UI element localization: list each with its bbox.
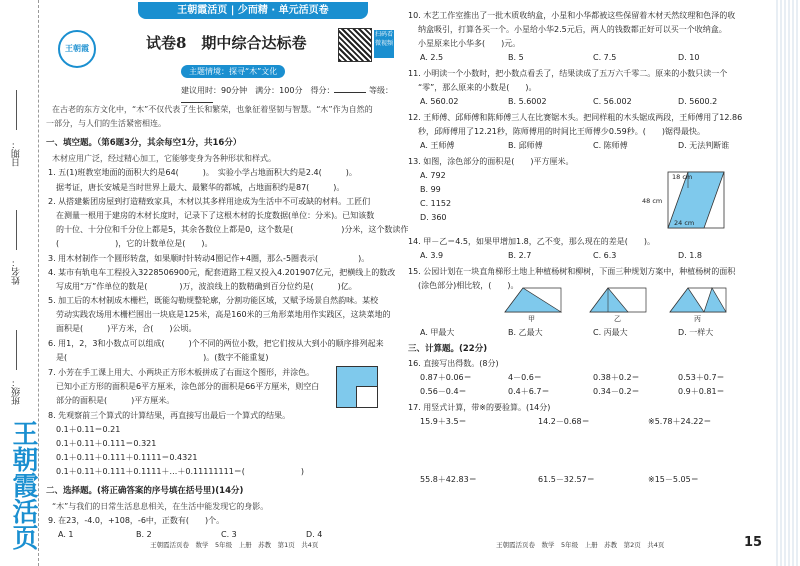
q17-r1-c1: 15.9＋3.5＝: [420, 417, 467, 426]
q15-option-d: D. 一样大: [678, 328, 714, 337]
q1-line-1: 1. 五(1)班教室地面的面积大约是64( )。 实验小学占地面积大约是2.4( )。: [48, 168, 357, 177]
q9: 9. 在23，-4.0，+108，-6中，正数有( )个。: [48, 516, 225, 525]
q13-label-left: 48 cm: [642, 197, 663, 205]
q8-line-2: 0.1＋0.11＋0.111＝0.321: [56, 439, 157, 448]
q16: 16. 直接写出得数。(8分): [408, 359, 499, 368]
q15-option-a: A. 甲最大: [420, 328, 455, 337]
q16-r2-c3: 0.34－0.2＝: [593, 387, 640, 396]
q17-r2-c1: 55.8＋42.83＝: [420, 475, 477, 484]
q13-label-top: 18 cm: [672, 173, 693, 181]
q15-line-2: (涂色部分)相比较，( )。: [418, 281, 519, 290]
q15-figure-jia: [503, 286, 563, 314]
q15-label-bing: 丙: [694, 315, 701, 323]
q13: 13. 如图，涂色部分的面积是( )平方厘米。: [408, 157, 574, 166]
q1-line-2: 据考证，唐长安城是当时世界上最大、最繁华的都城，占地面积约是87( )。: [56, 183, 345, 192]
q10-option-a: A. 2.5: [420, 53, 444, 62]
section-1-title: 一、填空题。（第6题3分，其余每空1分，共16分）: [46, 138, 242, 148]
q12-option-c: C. 陈师傅: [593, 141, 628, 150]
q2-line-1: 2. 从搭建紫团房屋到打造精致家具，木材以其多样用途成为生活中不可或缺的材料。工匠们: [48, 197, 371, 206]
section-2-title: 二、选择题。(将正确答案的序号填在括号里)(14分): [46, 486, 244, 496]
q15-figure-yi: [588, 286, 648, 314]
q9-option-a: A. 1: [58, 530, 74, 539]
q5-line-2: 劳动实践农场用木栅栏围出一块底是125米，高是160米的三角形菜地用作实践区，这块菜地的: [56, 310, 391, 319]
intro-line-1: 在古老的东方文化中，“木”不仅代表了生长和繁荣，也象征着坚韧与智慧。“木”作为自然的: [52, 105, 373, 114]
header-banner: 王朝霞活页 | 少而精 · 单元活页卷: [138, 2, 368, 19]
q14: 14. 甲－乙＝4.5，如果甲增加1.8，乙不变，那么现在的差是( )。: [408, 237, 655, 246]
q6-line-1: 6. 用1，2，3和小数点可以组成( )个不同的两位小数，把它们按从大到小的顺序排列起来: [48, 339, 384, 348]
exam-meta: [181, 85, 400, 105]
q10-option-d: D. 10: [678, 53, 700, 62]
q10-option-c: C. 7.5: [593, 53, 617, 62]
q10-line-2: 纳盒吸引，打算各买一个。小星给小华2.5元后，两人的钱数都正好可以买一个收纳盒。: [418, 25, 727, 34]
name-label: 姓名：: [12, 258, 22, 285]
q15-figure-bing: [668, 286, 728, 314]
date-line: [16, 90, 17, 130]
right-footer: 王朝霞活页卷 数学 5年级 上册 苏教 第2页 共4页: [496, 541, 665, 549]
q16-r1-c4: 0.53＋0.7＝: [678, 373, 725, 382]
q17-r1-c3: ※5.78＋24.22＝: [648, 417, 712, 426]
theme-badge: 主题情境：探寻“木”文化: [181, 65, 285, 78]
right-page: [408, 0, 766, 566]
q10-option-b: B. 5: [508, 53, 524, 62]
q17-r1-c2: 14.2－0.68＝: [538, 417, 590, 426]
left-page: [46, 0, 409, 566]
left-footer: 王朝霞活页卷 数学 5年级 上册 苏教 第1页 共4页: [150, 541, 319, 549]
q13-option-a: A. 792: [420, 171, 446, 180]
q16-r1-c2: 4－0.6＝: [508, 373, 542, 382]
q14-option-d: D. 1.8: [678, 251, 702, 260]
q9-option-d: D. 4: [306, 530, 323, 539]
section-3-title: 三、计算题。(22分): [408, 344, 488, 354]
q11-line-2: “零”，那么原来的小数是( )。: [418, 83, 537, 92]
q15-label-jia: 甲: [528, 315, 535, 323]
q7-line-3: 部分的面积是( )平方厘米。: [56, 396, 175, 405]
page-edge: [776, 0, 800, 566]
date-label: 日期：: [12, 140, 22, 167]
q12-option-d: D. 无法判断谁: [678, 141, 730, 150]
q17: 17. 用竖式计算，带※的要验算。(14分): [408, 403, 551, 412]
q16-r2-c2: 0.4＋6.7＝: [508, 387, 550, 396]
q8-line-3: 0.1＋0.11＋0.111＋0.1111＝0.4321: [56, 453, 198, 462]
name-line: [16, 210, 17, 250]
q6-line-2: 是( )。(数字不能重复): [56, 353, 269, 362]
q9-option-c: C. 3: [221, 530, 237, 539]
q8-line-4: 0.1＋0.11＋0.111＋0.1111＋…＋0.11111111＝( ): [56, 467, 305, 476]
page-number: 15: [744, 535, 763, 550]
q16-r1-c3: 0.38＋0.2＝: [593, 373, 640, 382]
q15-option-b: B. 乙最大: [508, 328, 543, 337]
q5-line-1: 5. 加工后的木材制成木栅栏，既能勾勒规整轮廓，分割功能区域，又赋予场景自然韵味。某校: [48, 296, 379, 305]
q9-option-b: B. 2: [136, 530, 152, 539]
exam-title: 试卷8 期中综合达标卷: [146, 34, 307, 52]
publisher-logo: 王朝霞: [58, 30, 96, 68]
q11-option-b: B. 5.6002: [508, 97, 547, 106]
brand-logo: 王朝霞活页: [8, 420, 38, 550]
q13-label-bottom: 24 cm: [674, 219, 695, 227]
meta-text: 建议用时：90分钟 满分：100分 得分：: [181, 86, 335, 95]
q2-line-4: ( )，它的计数单位是( )。: [56, 239, 213, 248]
class-line: [16, 330, 17, 370]
q12-option-b: B. 邱师傅: [508, 141, 543, 150]
q14-option-a: A. 3.9: [420, 251, 444, 260]
binding-strip: [0, 0, 40, 566]
q16-r1-c1: 0.87＋0.06＝: [420, 373, 472, 382]
q7-line-2: 已知小正方形的面积是6平方厘米，涂色部分的面积是66平方厘米，则空白: [56, 382, 320, 391]
q15-line-1: 15. 公园计划在一块直角梯形土地上种植杨树和柳树，下面三种规划方案中，种植杨树的面积: [408, 267, 736, 276]
q17-r2-c2: 61.5－32.57＝: [538, 475, 595, 484]
q13-option-b: B. 99: [420, 185, 441, 194]
q10-line-1: 10. 木艺工作室推出了一批木质收纳盒，小星和小华都被这些保留着木材天然纹理和色泽的收: [408, 11, 736, 20]
q2-line-2: 在测量一根用于建房的木材长度时，记录下了这根木材的长度数据(单位：分米)。已知该数: [56, 211, 375, 220]
q11-option-d: D. 5600.2: [678, 97, 718, 106]
q13-option-d: D. 360: [420, 213, 447, 222]
q7-line-1: 7. 小芳在手工课上用大、小两块正方形木板拼成了右面这个图形，并涂色。: [48, 368, 315, 377]
q4-line-2: 写成用“万”作单位的数是( )万，波浪线上的数精确到百分位约是( )亿。: [56, 282, 357, 291]
q4-line-1: 4. 某市有轨电车工程投入3228506900元，配套道路工程又投入4.201907亿元，把横线上的数改: [48, 268, 396, 277]
q12-line-1: 12. 王师傅、邱师傅和陈师傅三人在比赛锯木头。把同样粗的木头锯成两段，王师傅用了12.86: [408, 113, 743, 122]
q15-label-yi: 乙: [614, 315, 621, 323]
q11-option-c: C. 56.002: [593, 97, 632, 106]
cut-line: [38, 0, 39, 566]
q10-line-3: 小星原来比小华多( )元。: [418, 39, 521, 48]
meta-level: 等级：: [369, 86, 393, 95]
qr-tag: 扫码看微视频: [374, 30, 394, 58]
q14-option-b: B. 2.7: [508, 251, 532, 260]
section-1-intro: 木材应用广泛，经过精心加工，它能够变身为各种形状和样式。: [52, 154, 276, 163]
q7-small-square: [356, 386, 378, 408]
q12-option-a: A. 王师傅: [420, 141, 455, 150]
qr-code-icon: [338, 28, 372, 62]
q11-option-a: A. 560.02: [420, 97, 459, 106]
q17-r2-c3: ※15－5.05＝: [648, 475, 699, 484]
section-2-intro: “木”与我们的日常生活息息相关，在生活中能发现它的身影。: [52, 502, 269, 511]
q16-r2-c1: 0.56－0.4＝: [420, 387, 467, 396]
q2-line-3: 的十位、十分位和千分位上都是5，其余各数位上都是0，这个数是( )分米，这个数读作: [56, 225, 409, 234]
q12-line-2: 秒，邱师傅用了12.21秒，陈师傅用的时间比王师傅少0.59秒。( )锯得最快。: [418, 127, 705, 136]
q16-r2-c4: 0.9＋0.81＝: [678, 387, 725, 396]
q8-line-1: 0.1＋0.11＝0.21: [56, 425, 121, 434]
q11-line-1: 11. 小明读一个小数时，把小数点看丢了，结果读成了五万六千零二。原来的小数只读一个: [408, 69, 728, 78]
q14-option-c: C. 6.3: [593, 251, 617, 260]
intro-line-2: 一部分，与人们的生活紧密相连。: [46, 119, 166, 128]
q8: 8. 先观察前三个算式的计算结果，再直接写出最后一个算式的结果。: [48, 411, 291, 420]
q13-option-c: C. 1152: [420, 199, 452, 208]
q3: 3. 用木材制作一个圆形转盘，如果顺时针转动4圈记作+4圈，那么-5圈表示( )。: [48, 254, 370, 263]
q15-option-c: C. 丙最大: [593, 328, 628, 337]
q5-line-3: 面积是( )平方米，合( )公顷。: [56, 324, 197, 333]
class-label: 班级：: [12, 378, 22, 405]
